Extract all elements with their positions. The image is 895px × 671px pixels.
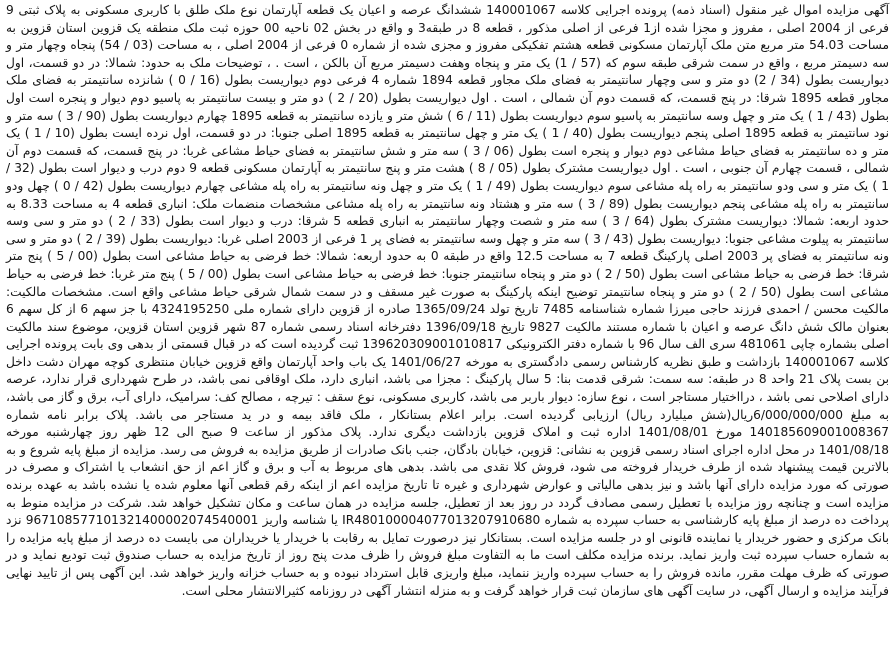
auction-notice-text: آگهی مزایده اموال غیر منقول (اسناد ذمه) پرونده اجرایی کلاسه 140001067 ششدانگ عرصه و اعیان یک قطعه آپارتمان نوع ملک طلق با کاربری مسکونی به پلاک ثبتی 9 فرعی از 2004 اصلی ، مفروز و مجزا شده از1 فرعی از اصلی مذکور ، قطعه 8 در طبقه3 و واقع در بخش 02 ناحیه 00 حوزه ثبت ملک منطقه یک قزوین استان قزوین به مساحت 54.03 متر مربع متن ملک آپارتمان مسکونی قطعه هشتم تفکیکی مفروز و مجزی شده از شماره 0 فرعی از 2004 اصلی ، به مساحت (03 / 54) پنجاه وچهار متر و سه دسیمتر مربع ، واقع در سمت شرقی طبقه سوم که (57 / 1) یک متر و پنجاه وهفت دسیمتر مربع آن بالکن ، است . ، توضیحات ملک به حدود: شمالا: در دو قسمت، اول دیواریست بطول (34 / 2) دو متر و سی وچهار سانتیمتر به فضای ملک مجاور قطعه 1894 شماره 4 فرعی دوم دیواریست بطول (16 / 0 ) شانزده سانتیمتر به فضای ملک مجاور قطعه 1895 شرقا: در پنج قسمت، که قسمت دوم آن شمالی ، است . اول دیواریست بطول (20 / 2 ) دو متر و بیست سانتیمتر به پاسیو دوم دیوار و پنجره است اول بطول (43 / 1 ) یک متر و چهل وسه سانتیمتر به پاسیو سوم دیواریست بطول (11 / 6 ) شش متر و یازده سانتیمتر به قطعه 1895 چهارم دیواریست بطول (90 / 3 ) سه متر و نود سانتیمتر به قطعه 1895 اصلی پنجم دیواریست بطول (40 / 1 ) یک متر و چهل سانتیمتر به قطعه 1895 اصلی جنوبا: در دو قسمت، اول نرده ایست بطول (10 / 1 ) یک متر و ده سانتیمتر به فضای حیاط مشاعی دوم دیوار و پنجره است بطول (06 / 3 ) سه متر و شش سانتیمتر به فضای حیاط مشاعی غربا: در پنج قسمت، که قسمت دوم آن شمالی ، قسمت چهارم آن جنوبی ، است . اول دیواریست مشترک بطول (05 / 8 ) هشت متر و پنج سانتیمتر به آپارتمان مسکونی قطعه 9 دوم درب و دیوار است بطول (32 / 1 ) یک متر و سی ودو سانتیمتر به راه پله مشاعی سوم دیواریست بطول (49 / 1 ) یک متر و چهل ونه سانتیمتر به راه پله مشاعی چهارم دیواریست بطول (42 / 0 ) چهل ودو سانتیمتر به راه پله مشاعی پنجم دیواریست بطول (89 / 3 ) سه متر و هشتاد ونه سانتیمتر به راه پله مشاعی مشخصات منضمات ملک: انباری قطعه 4 به مساحت 8.33 به حدود اربعه: شمالا: دیواریست مشترک بطول (64 / 3 ) سه متر و شصت وچهار سانتیمتر به انباری قطعه 5 شرقا: درب و دیوار است بطول (33 / 2 ) دو متر و سی وسه سانتیمتر به پیلوت مشاعی جنوبا: دیواریست بطول (43 / 3 ) سه متر و چهل وسه سانتیمتر به فضای پر 1 فرعی از 2003 اصلی غربا: دیواریست بطول (39 / 2 ) دو متر و سی ونه سانتیمتر به فضای پر 2003 اصلی پارکینگ قطعه 7 به مساحت 12.5 واقع در طبقه 0 به حدود اربعه: شمالا: خط فرضی به حیاط مشاعی است بطول (00 / 5 ) پنج متر شرقا: خط فرضی به حیاط مشاعی است بطول (50 / 2 ) دو متر و پنجاه سانتیمتر جنوبا: خط فرضی به حیاط مشاعی است بطول (00 / 5 ) پنج متر غربا: خط فرضی به حیاط مشاعی است بطول (50 / 2 ) دو متر و پنجاه سانتیمتر توضیح اینکه پارکینگ به صورت غیر مسقف و در سمت شمال شرقی حیاط مشاعی واقع است. مشخصات مالکیت: مالکیت محسن / احمدی فرزند حاجی میرزا شماره شناسنامه 7485 تاریخ تولد 1365/09/24 صادره از قزوین دارای شماره ملی 4324195250 با جز سهم 6 از کل سهم 6 بعنوان مالک شش دانگ عرصه و اعیان با شماره مستند مالکیت 9827 تاریخ 1396/09/18 دفترخانه اسناد رسمی شماره 87 شهر قزوین استان قزوین، موضوع سند مالکیت اصلی بشماره چاپی 481061 سری الف سال 96 با شماره دفتر الکترونیکی 139620309001010817 ثبت گردیده است که در قبال قسمتی از بدهی وی بابت پرونده اجرایی کلاسه 140001067 بازداشت و طبق نظریه کارشناس رسمی دادگستری به مورخه 1401/06/27 یک باب واحد آپارتمان واقع قزوین خیابان منتظری کوچه مهران دشت داخل بن بست پلاک 21 واحد 8 در طبقه: سه سمت: شرقی قدمت بنا: 5 سال پارکینگ : مجزا می باشد، انباری دارد، ملک اوقافی نمی باشد، در طرح شهرداری قرار ندارد، عرصه دارای اصلاحی نمی باشد ، درااختیار مستاجر است ، نوع سازه: دیوار باربر می باشد، کاربری مسکونی، نوع سقف : تیرچه ، مصالح کف: سرامیک، دارای آب، برق و گاز می باشد، به مبلغ 6/000/000/000ریال(شش میلیارد ریال) ارزیابی گردیده است. برابر اعلام بستانکار ، ملک فاقد بیمه و در ید مستاجر می باشد. پلاک برابر نامه شماره 140185609001008367 مورخ 1401/08/01 اداره ثبت و املاک قزوین بازداشت دیگری ندارد. پلاک مذکور از ساعت 9 صبح الی 12 ظهر روز چهارشنبه مورخه 1401/08/18 در محل اداره اجرای اسناد رسمی قزوین به نشانی: قزوین، خیابان بادگان، جنب بانک صادرات از طریق مزایده به فروش می رسد. مزایده از مبلغ پایه شروع و به بالاترین قیمت پیشنهاد شده از طرف خریدار فروخته می شود، فروش کلا نقدی می باشد. بدهی های مربوط به آب و برق و گاز اعم از حق انشعاب یا اشتراک و مصرف در صورتی که مورد مزایده دارای آنها باشد و نیز بدهی مالیاتی و عوارض شهرداری و غیره تا تاریخ مزایده اعم از اینکه رقم قطعی آنها معلوم شده یا نشده باشد به عهده برنده مزایده است و چنانچه روز مزایده با تعطیل رسمی مصادف گردد در روز بعد از تعطیل، جلسه مزایده در همان ساعت و مکان تشکیل خواهد شد. شرکت در مزایده منوط به پرداخت ده درصد از مبلغ پایه کارشناسی به حساب سپرده به شماره IR480100004077013207910680 یا شناسه واریز 967108577101321400002074540001 نزد بانک مرکزی و حضور خریدار یا نماینده قانونی او در جلسه مزایده است. بستانکار نیز درصورت تمایل به رقابت با خریدار یا خریداران می بایست ده درصد از مبلغ پایه مزایده را به شماره حساب سپرده ثبت واریز نماید. برنده مزایده مکلف است ما به التفاوت مبلغ فروش را ظرف مدت پنج روز از تاریخ مزایده به حساب صندوق ثبت تودیع نماید و در صورتی که ظرف مهلت مقرر، مانده فروش را به حساب سپرده واریز ننماید، مبلغ واریزی قابل استرداد نبوده و به حساب خزانه واریز خواهد شد. این آگهی پس از تایید نهایی فرآیند مزایده و ارسال آگهی، در سایت آگهی های سازمان ثبت قرار خواهد گرفت و به منزله انتشار آگهی در روزنامه کثیرالانتشار محلی است.	[6, 3, 890, 598]
